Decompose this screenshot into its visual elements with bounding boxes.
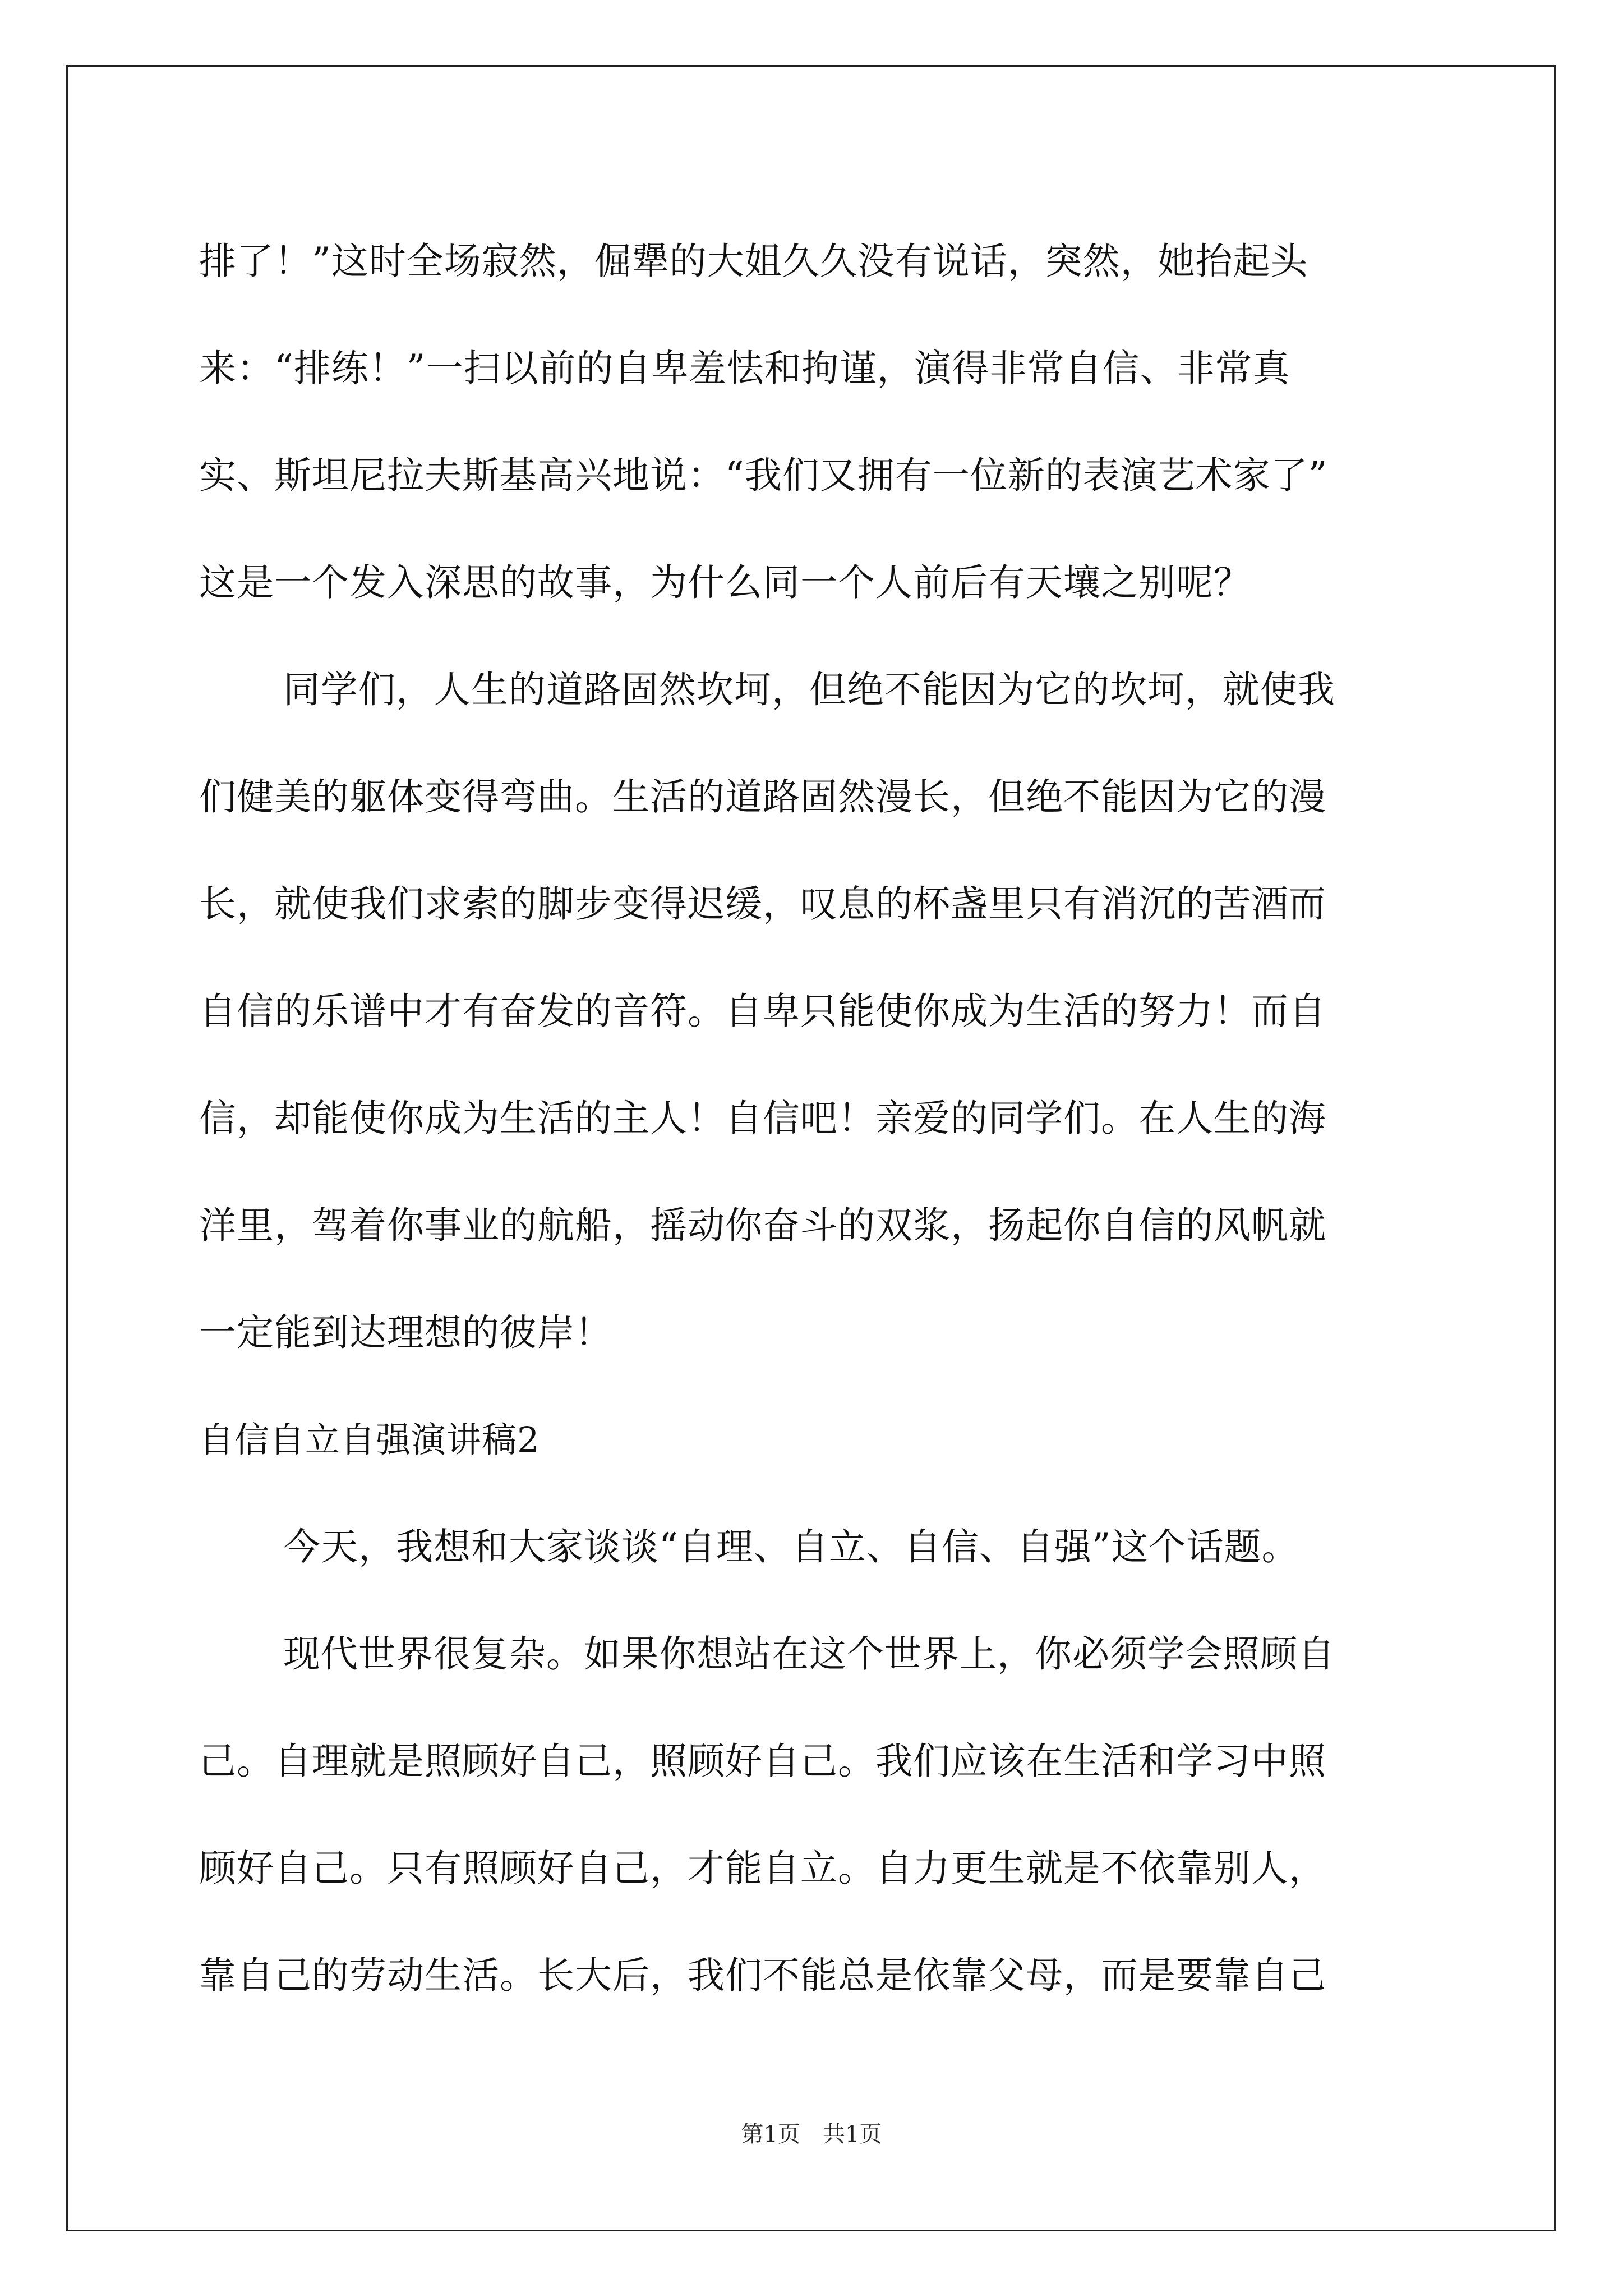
page-number: 第1页 共1页	[741, 2122, 882, 2147]
text-line: 信，却能使你成为生活的主人！自信吧！亲爱的同学们。在人生的海	[199, 1097, 1326, 1140]
text-line: 实、斯坦尼拉夫斯基高兴地说：“我们又拥有一位新的表演艺术家了”	[199, 454, 1328, 497]
text-line: 靠自己的劳动生活。长大后，我们不能总是依靠父母，而是要靠自己	[199, 1954, 1326, 1997]
text-line: 洋里，驾着你事业的航船，摇动你奋斗的双浆，扬起你自信的风帆就	[199, 1204, 1326, 1247]
text-line: 排了！”这时全场寂然，倔犟的大姐久久没有说话，突然，她抬起头	[199, 240, 1308, 283]
text-line: 一定能到达理想的彼岸！	[199, 1311, 612, 1354]
text-line: 们健美的躯体变得弯曲。生活的道路固然漫长，但绝不能因为它的漫	[199, 775, 1326, 818]
paragraph-start-line: 同学们，人生的道路固然坎坷，但绝不能因为它的坎坷，就使我	[283, 668, 1335, 711]
text-line: 己。自理就是照顾好自己，照顾好自己。我们应该在生活和学习中照	[199, 1740, 1326, 1783]
paragraph-start-line: 今天，我想和大家谈谈“自理、自立、自信、自强”这个话题。	[283, 1525, 1299, 1568]
text-line: 长，就使我们求索的脚步变得迟缓，叹息的杯盏里只有消沉的苦酒而	[199, 882, 1326, 926]
text-line: 自信的乐谱中才有奋发的音符。自卑只能使你成为生活的努力！而自	[199, 990, 1326, 1033]
text-line: 来：“排练！”一扫以前的自卑羞怯和拘谨，演得非常自信、非常真	[199, 347, 1290, 390]
document-body	[199, 208, 1450, 2029]
paragraph-start-line: 现代世界很复杂。如果你想站在这个世界上，你必须学会照顾自	[283, 1632, 1335, 1676]
text-line: 顾好自己。只有照顾好自己，才能自立。自力更生就是不依靠别人，	[199, 1847, 1326, 1890]
section-heading: 自信自立自强演讲稿2	[199, 1419, 540, 1460]
text-line: 这是一个发入深思的故事，为什么同一个人前后有天壤之别呢？	[199, 561, 1251, 604]
